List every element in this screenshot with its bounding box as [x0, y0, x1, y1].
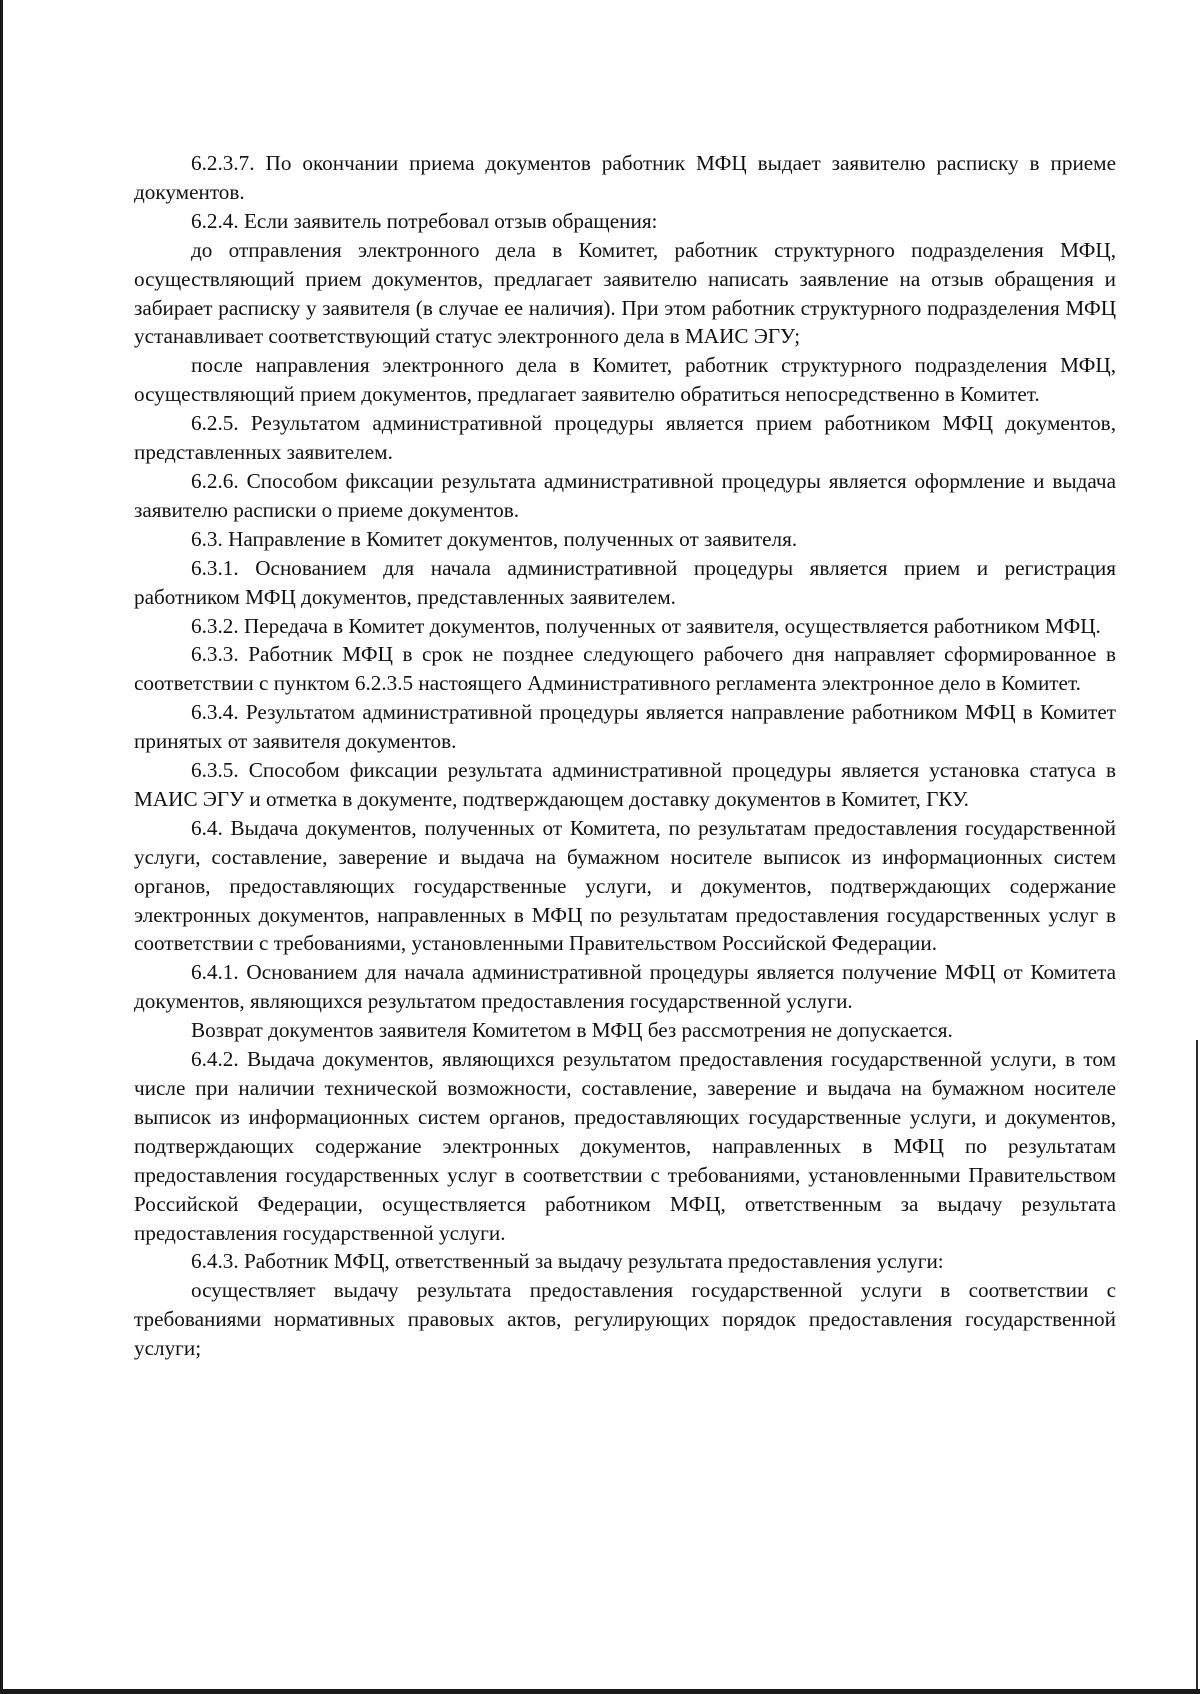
scan-edge-bottom — [0, 1689, 1200, 1694]
paragraph-before-sending: до отправления электронного дела в Комитет, работник структурного подразделения МФЦ, осуществляющий прием документов, предлагает заявителю написать заявление на отзыв обращения и забирает расписку у заявителя (в случае ее наличия). При этом работник структурного подразделения МФЦ устанавливает соответствующий статус электронного дела в МАИС ЭГУ; — [134, 237, 1116, 349]
paragraph-6-3: 6.3. Направление в Комитет документов, полученных от заявителя. — [191, 526, 798, 551]
paragraph-6-3-4: 6.3.4. Результатом административной процедуры является направление работником МФЦ в Комитет принятых от заявителя документов. — [134, 700, 1116, 754]
paragraph-6-2-6: 6.2.6. Способом фиксации результата административной процедуры является оформление и выдача заявителю расписки о приеме документов. — [134, 468, 1116, 522]
paragraph-6-3-3: 6.3.3. Работник МФЦ в срок не позднее следующего рабочего дня направляет сформированное в соответствии с пунктом 6.2.3.5 настоящего Административного регламента электронное дело в Комитет. — [134, 642, 1116, 696]
paragraph-6-3-2: 6.3.2. Передача в Комитет документов, полученных от заявителя, осуществляется работником МФЦ. — [191, 613, 1101, 638]
paragraph-issues-result: осуществляет выдачу результата предоставления государственной услуги в соответствии с требованиями нормативных правовых актов, регулирующих порядок предоставления государственной услуги; — [134, 1278, 1116, 1361]
paragraph-6-4-1: 6.4.1. Основанием для начала административной процедуры является получение МФЦ от Комитета документов, являющихся результатом предоставления государственной услуги. — [134, 960, 1116, 1014]
paragraph-6-2-4: 6.2.4. Если заявитель потребовал отзыв обращения: — [191, 208, 658, 233]
paragraph-6-2-5: 6.2.5. Результатом административной процедуры является прием работником МФЦ документов, представленных заявителем. — [134, 411, 1116, 465]
paragraph-6-3-5: 6.3.5. Способом фиксации результата административной процедуры является установка статуса в МАИС ЭГУ и отметка в документе, подтверждающем доставку документов в Комитет, ГКУ. — [134, 758, 1116, 811]
paragraph-6-2-3-7: 6.2.3.7. По окончании приема документов работник МФЦ выдает заявителю расписку в приеме документов. — [134, 151, 1116, 204]
paragraph-6-4-2: 6.4.2. Выдача документов, являющихся результатом предоставления государственной услуги, в том числе при наличии технической возможности, составление, заверение и выдача на бумажном носителе выписок из информационных систем органов, предоставляющих государственные услуги, и документов, подтверждающих содержание электронных документов, направленных в МФЦ по результатам предоставления государственных услуг в соответствии с требованиями, установленными Правительством Российской Федерации, осуществляется работником МФЦ, ответственным за выдачу результата предоставления государственной услуги. — [134, 1047, 1116, 1245]
paragraph-return-documents: Возврат документов заявителя Комитетом в МФЦ без рассмотрения не допускается. — [191, 1018, 953, 1043]
paragraph-after-sending: после направления электронного дела в Комитет, работник структурного подразделения МФЦ, осуществляющий прием документов, предлагает заявителю обратиться непосредственно в Комитет. — [134, 353, 1116, 407]
document-body — [134, 149, 1116, 1363]
paragraph-6-4-3: 6.4.3. Работник МФЦ, ответственный за выдачу результата предоставления услуги: — [191, 1249, 944, 1274]
paragraph-6-4: 6.4. Выдача документов, полученных от Комитета, по результатам предоставления государственной услуги, составление, заверение и выдача на бумажном носителе выписок из информационных систем органов, предоставляющих государственные услуги, и документов, подтверждающих содержание электронных документов, направленных в МФЦ по результатам предоставления государственных услуг в соответствии с требованиями, установленными Правительством Российской Федерации. — [134, 815, 1116, 956]
paragraph-6-3-1: 6.3.1. Основанием для начала административной процедуры является прием и регистрация работником МФЦ документов, представленных заявителем. — [134, 555, 1116, 609]
scan-edge-right — [1196, 1040, 1198, 1694]
scan-edge-left — [0, 0, 3, 1694]
